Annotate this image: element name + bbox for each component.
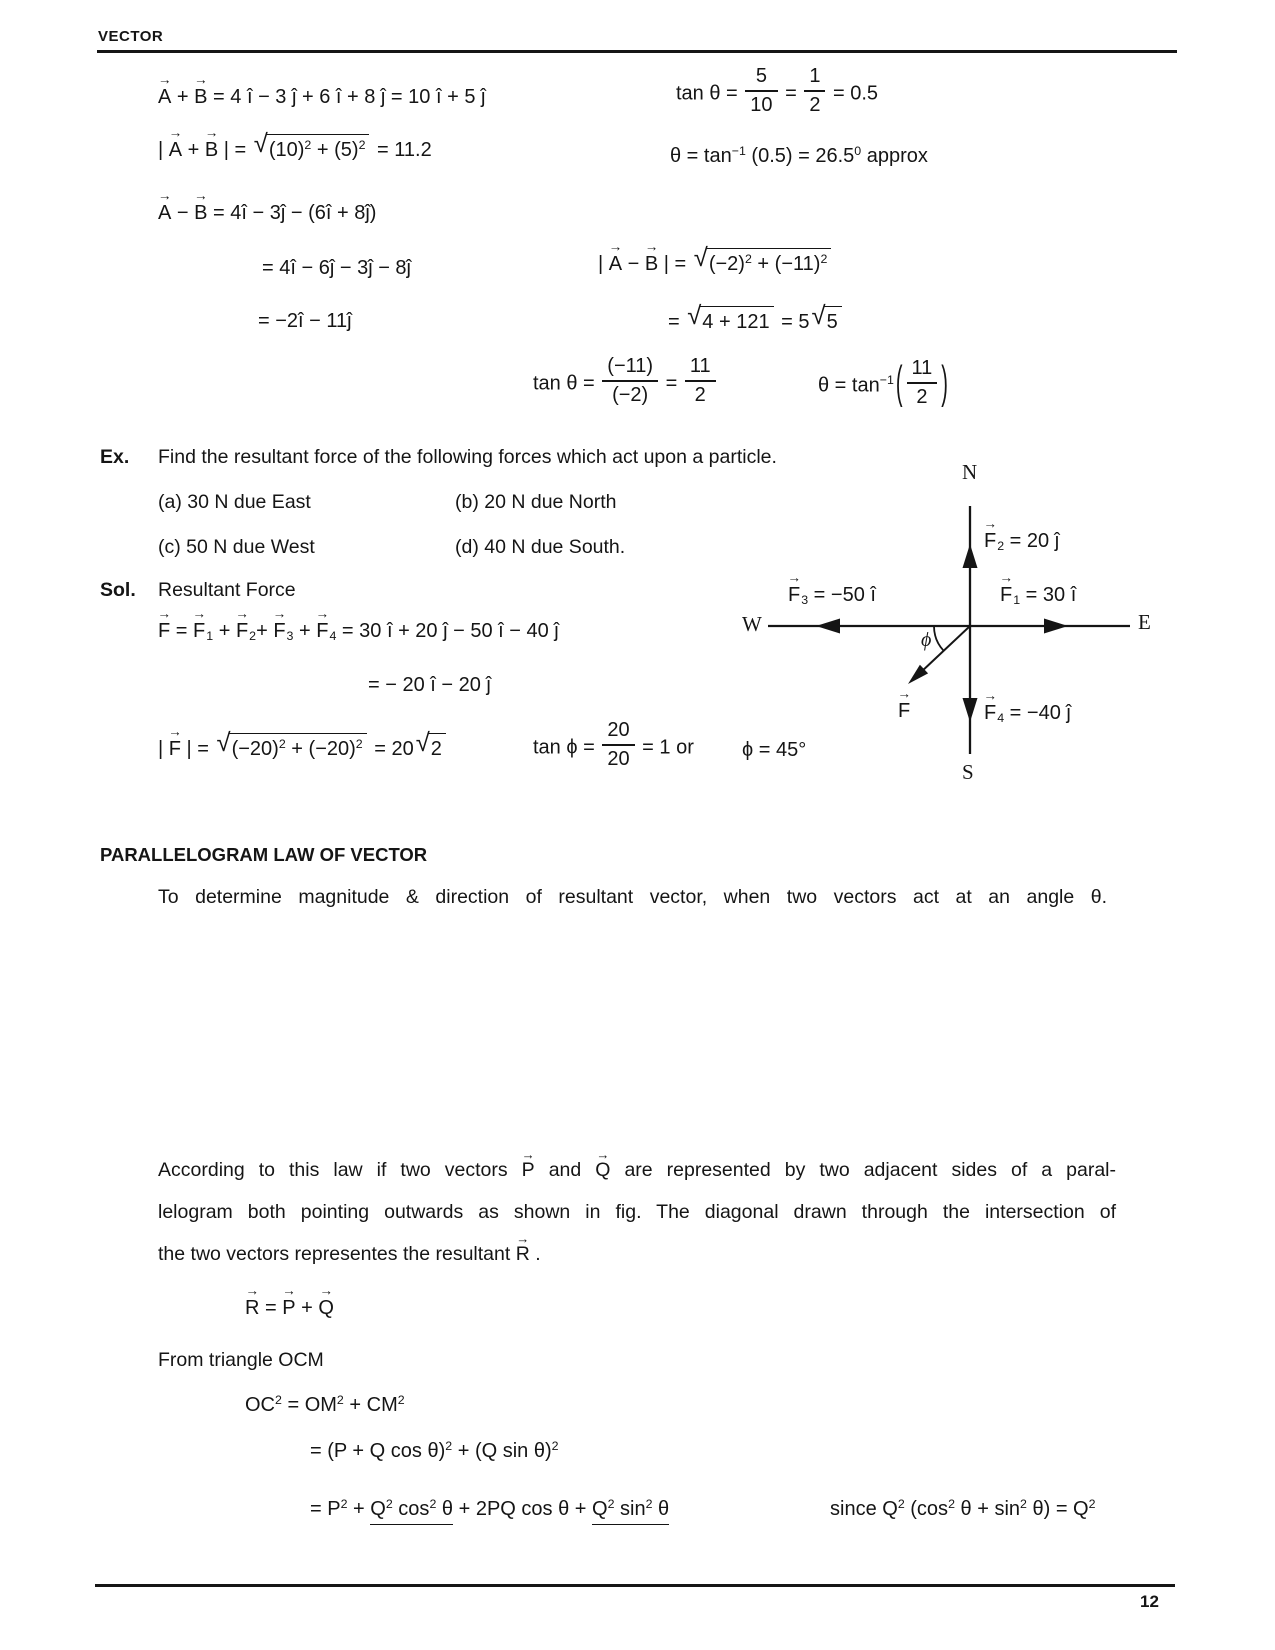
- page-number: 12: [1140, 1592, 1159, 1611]
- label-f2: → F2 = 20 ĵ: [984, 528, 1059, 554]
- example-label: Ex.: [100, 446, 130, 468]
- arrowhead-f1-right: [1044, 619, 1068, 634]
- label-f4: → F4 = −40 ĵ: [984, 700, 1071, 726]
- label-f3: → F3 = −50 î: [788, 582, 876, 608]
- equation-diff-magnitude: | → A − → B | = $√(-2)^2 + (-11)^2$: [598, 248, 833, 277]
- equation-force-sum-result: = − 20 î − 20 ĵ: [368, 674, 491, 696]
- equation-diff: → A − → B = 4î − 3ĵ − (6î + 8ĵ): [158, 200, 376, 226]
- equation-sum-magnitude: | → A + → B | = $√(10)^2 + (5)^2 = 11.2$: [158, 134, 432, 163]
- header-rule: [97, 50, 1177, 53]
- equation-tan-theta: tan θ = $\frac{5}{10}$ = $\frac{1}{2}$ = 0.5: [676, 65, 879, 116]
- from-triangle-text: From triangle OCM: [158, 1349, 324, 1371]
- section-heading: PARALLELOGRAM LAW OF VECTOR: [100, 844, 428, 865]
- section-intro: To determine magnitude & direction of resultant vector, when two vectors act at an angle θ.: [158, 886, 1107, 908]
- arrowhead-f3-left: [816, 619, 840, 634]
- example-question: Find the resultant force of the following forces which act upon a particle.: [158, 446, 777, 468]
- paragraph-line-3: the two vectors representes the resultant → R .: [158, 1242, 541, 1267]
- equation-diff-magnitude-result: = √4 + 121 = 5√5: [668, 306, 844, 335]
- compass-east: E: [1138, 610, 1151, 634]
- equation-resultant: → R = → P + → Q: [245, 1295, 334, 1321]
- footer-rule: [95, 1584, 1175, 1587]
- equation-theta-value: $\theta = \tan^{-1} (0.5) = 26.5^0$ approx: [670, 144, 928, 167]
- solution-label: Sol.: [100, 579, 136, 601]
- force-diagram: [730, 458, 1170, 788]
- equation-expand: = (P + Q cos θ)$^2$ + (Q sin θ)$^2$: [310, 1439, 559, 1462]
- equation-force-magnitude: | → F | = $√(-20)^2 + (-20)^2 = 20√2$: [158, 733, 448, 762]
- arrowhead-f4-down: [963, 698, 978, 722]
- equation-sum: → A + → B = 4 î − 3 ĵ + 6 î + 8 ĵ = 10 î + 5 ĵ: [158, 84, 485, 110]
- equation-diff-result: = −2î − 11ĵ: [258, 310, 352, 332]
- label-resultant-force: → F: [898, 698, 910, 724]
- equation-tan-phi: tan ϕ = $\frac{20}{20}$ = 1 or: [533, 719, 694, 770]
- equation-phi-value: ϕ = 45°: [742, 739, 807, 761]
- option-c: (c) 50 N due West: [158, 536, 315, 558]
- option-d: (d) 40 N due South.: [455, 536, 626, 558]
- compass-north: N: [962, 460, 978, 484]
- compass-west: W: [742, 612, 762, 636]
- equation-theta-inverse: $\theta = \tan^{-1}$ ( $\frac{11}{2}$ ): [818, 357, 948, 409]
- label-angle-phi: ϕ: [921, 629, 932, 651]
- option-b: (b) 20 N due North: [455, 491, 617, 513]
- compass-south: S: [962, 760, 974, 784]
- equation-tan-theta-2: tan θ = $\frac{(-11)}{(-2)}$ = $\frac{11}{2}$: [533, 358, 718, 410]
- paragraph-line-1: According to this law if two vectors → P and → Q are represented by two adjacent sides of a paral-: [158, 1158, 1116, 1183]
- page-title: VECTOR: [98, 28, 164, 45]
- equation-diff-step2: = 4î − 6ĵ − 3ĵ − 8ĵ: [262, 257, 411, 279]
- solution-title: Resultant Force: [158, 579, 296, 601]
- arrowhead-f2-up: [963, 544, 978, 568]
- option-a: (a) 30 N due East: [158, 491, 311, 513]
- label-f1: → F1 = 30 î: [1000, 582, 1076, 608]
- equation-final: = $P^2 + Q^2$ $\cos^2 \theta + 2PQ$ $\cos \theta + Q^2$ $\sin^2 \theta$: [310, 1496, 669, 1522]
- angle-arc: [934, 626, 944, 651]
- equation-oc: $OC^2 = OM^2 + CM^2$: [245, 1393, 405, 1416]
- equation-since: since $Q^2$ ($\cos^2$ $\theta + \sin^2 \theta) = Q^2$: [830, 1497, 1096, 1520]
- equation-force-sum: → F = → F1 + → F2+ → F3 + → F4 = 30 î + 20 ĵ − 50 î − 40 ĵ: [158, 618, 559, 644]
- paragraph-line-2: lelogram both pointing outwards as shown in fig. The diagonal drawn through the intersection of: [158, 1201, 1116, 1223]
